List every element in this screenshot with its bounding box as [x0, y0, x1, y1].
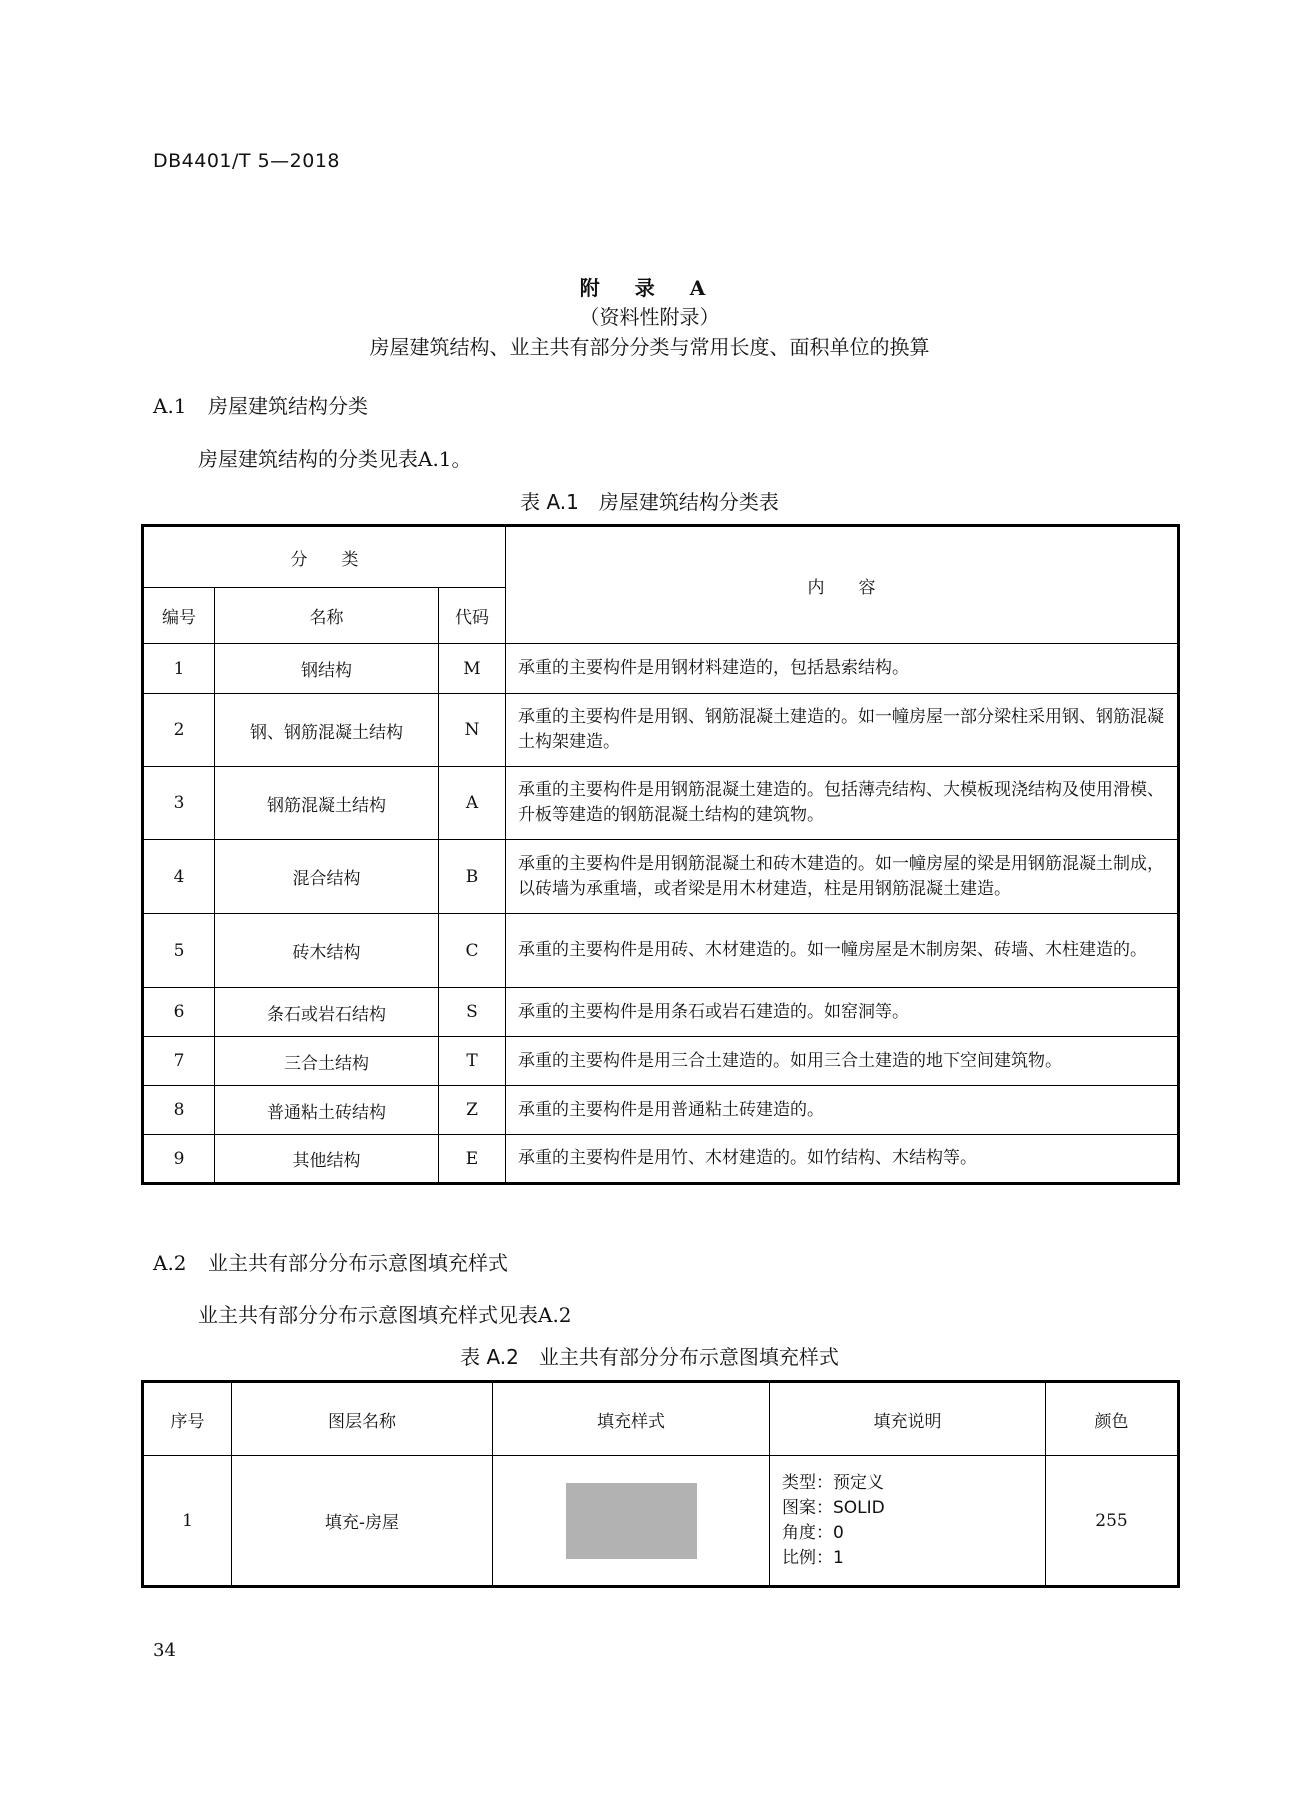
- header-layer: 图层名称: [232, 1382, 493, 1456]
- row-layer: 填充-房屋: [232, 1456, 493, 1587]
- row-no: 1: [143, 1456, 232, 1587]
- row-desc: 承重的主要构件是用钢筋混凝土和砖木建造的。如一幢房屋的梁是用钢筋混凝土制成，以砖墙为承重墙，或者梁是用木材建造，柱是用钢筋混凝土建造。: [506, 840, 1179, 914]
- row-desc: 承重的主要构件是用钢筋混凝土建造的。包括薄壳结构、大模板现浇结构及使用滑模、升板等建造的钢筋混凝土结构的建筑物。: [506, 767, 1179, 840]
- document-code: DB4401/T 5—2018: [153, 150, 341, 172]
- row-fill-desc: [770, 1456, 1046, 1587]
- appendix-name: 房屋建筑结构、业主共有部分分类与常用长度、面积单位的换算: [369, 335, 930, 359]
- row-code: S: [439, 988, 506, 1037]
- row-name: 钢结构: [215, 644, 439, 694]
- section-heading-a1: [153, 390, 368, 419]
- table-row: [143, 1456, 1179, 1587]
- section-paragraph: 业主共有部分分布示意图填充样式见表A.2: [198, 1303, 572, 1327]
- row-name: 条石或岩石结构: [215, 988, 439, 1037]
- row-desc: 承重的主要构件是用竹、木材建造的。如竹结构、木结构等。: [506, 1135, 1179, 1184]
- table-row: [143, 644, 1179, 694]
- row-desc: 承重的主要构件是用砖、木材建造的。如一幢房屋是木制房架、砖墙、木柱建造的。: [506, 914, 1179, 988]
- fill-angle: 角度：0: [782, 1522, 844, 1543]
- row-name: 混合结构: [215, 840, 439, 914]
- row-name: 钢筋混凝土结构: [215, 767, 439, 840]
- table-row: [143, 694, 1179, 767]
- section-heading-a2: [153, 1247, 508, 1276]
- row-name: 钢、钢筋混凝土结构: [215, 694, 439, 767]
- row-code: E: [439, 1135, 506, 1184]
- appendix-subtitle: （资料性附录）: [579, 305, 720, 329]
- row-name: 其他结构: [215, 1135, 439, 1184]
- appendix-title: 附 录 A: [579, 276, 720, 300]
- row-code: T: [439, 1037, 506, 1086]
- header-no: 序号: [143, 1382, 232, 1456]
- row-name: 普通粘土砖结构: [215, 1086, 439, 1135]
- table-row: [143, 1086, 1179, 1135]
- row-name: 砖木结构: [215, 914, 439, 988]
- table-caption: 表 A.2 业主共有部分分布示意图填充样式: [460, 1345, 839, 1369]
- table-row: [143, 767, 1179, 840]
- row-code: B: [439, 840, 506, 914]
- fill-style-table: [141, 1380, 1180, 1588]
- row-color: 255: [1046, 1456, 1179, 1587]
- row-desc: 承重的主要构件是用钢材料建造的，包括悬索结构。: [506, 644, 1179, 694]
- row-name: 三合土结构: [215, 1037, 439, 1086]
- fill-pattern: 图案：SOLID: [782, 1497, 885, 1518]
- fill-type: 类型：预定义: [782, 1472, 884, 1493]
- row-fill-style: [493, 1456, 770, 1587]
- row-no: 6: [143, 988, 215, 1037]
- header-group: 分 类: [143, 526, 506, 588]
- structure-classification-table: [141, 524, 1180, 1185]
- row-no: 9: [143, 1135, 215, 1184]
- section-paragraph: 房屋建筑结构的分类见表A.1。: [198, 447, 472, 471]
- table-row: [143, 840, 1179, 914]
- row-code: C: [439, 914, 506, 988]
- fill-scale: 比例：1: [782, 1547, 844, 1568]
- section-title: 业主共有部分分布示意图填充样式: [208, 1251, 508, 1275]
- header-name: 名称: [215, 588, 439, 644]
- fill-swatch: [566, 1483, 697, 1559]
- table-row: [143, 914, 1179, 988]
- header-no: 编号: [143, 588, 215, 644]
- row-no: 2: [143, 694, 215, 767]
- row-no: 8: [143, 1086, 215, 1135]
- row-desc: 承重的主要构件是用普通粘土砖建造的。: [506, 1086, 1179, 1135]
- row-code: Z: [439, 1086, 506, 1135]
- header-style: 填充样式: [493, 1382, 770, 1456]
- row-code: A: [439, 767, 506, 840]
- row-code: M: [439, 644, 506, 694]
- row-desc: 承重的主要构件是用钢、钢筋混凝土建造的。如一幢房屋一部分梁柱采用钢、钢筋混凝土构架建造。: [506, 694, 1179, 767]
- page-number: 34: [153, 1640, 176, 1661]
- row-no: 5: [143, 914, 215, 988]
- row-desc: 承重的主要构件是用条石或岩石建造的。如窑洞等。: [506, 988, 1179, 1037]
- header-content: 内 容: [506, 526, 1179, 644]
- section-number: A.1: [153, 394, 187, 418]
- row-no: 7: [143, 1037, 215, 1086]
- row-code: N: [439, 694, 506, 767]
- row-desc: 承重的主要构件是用三合土建造的。如用三合土建造的地下空间建筑物。: [506, 1037, 1179, 1086]
- header-code: 代码: [439, 588, 506, 644]
- section-title: 房屋建筑结构分类: [208, 394, 368, 418]
- table-row: [143, 1135, 1179, 1184]
- row-no: 1: [143, 644, 215, 694]
- row-no: 3: [143, 767, 215, 840]
- section-number: A.2: [153, 1251, 187, 1275]
- table-caption: 表 A.1 房屋建筑结构分类表: [520, 490, 779, 514]
- table-row: [143, 1037, 1179, 1086]
- row-no: 4: [143, 840, 215, 914]
- header-desc: 填充说明: [770, 1382, 1046, 1456]
- table-row: [143, 988, 1179, 1037]
- header-color: 颜色: [1046, 1382, 1179, 1456]
